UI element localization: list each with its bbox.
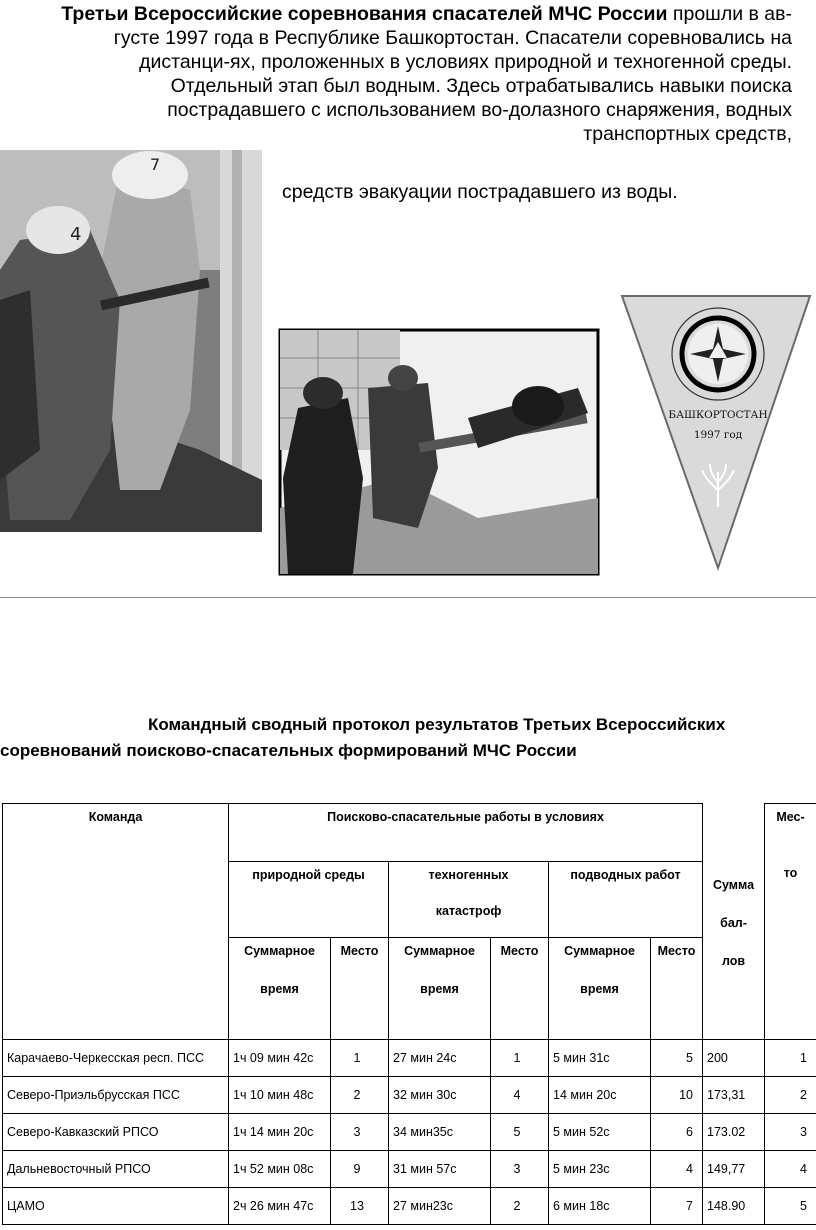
header-time-3 [549,938,651,1040]
header-time-2-a: Суммарное [404,944,475,958]
helmet-number-1: 4 [70,224,82,245]
cell-team: Северо-Кавказский РПСО [3,1114,229,1151]
header-search-work: Поисково-спасательные работы в условиях [229,804,703,862]
cell-p1: 9 [331,1151,389,1188]
header-time-3-b: время [580,982,619,996]
results-rows [3,1040,816,1225]
header-water: подводных работ [549,862,703,938]
header-sum [703,804,765,1040]
cell-t3: 5 мин 31с [549,1040,651,1077]
cell-p3: 10 [651,1077,703,1114]
cell-p3: 6 [651,1114,703,1151]
cell-p1: 3 [331,1114,389,1151]
table-row [3,1188,816,1225]
header-techno-a: техногенных [428,868,509,882]
cell-place: 5 [765,1188,816,1225]
intro-paragraph [20,2,792,146]
intro-line-7: средств эвакуации пострадавшего из воды. [282,181,678,203]
cell-team: Карачаево-Черкесская респ. ПСС [3,1040,229,1077]
cell-p2: 3 [491,1151,549,1188]
photo-rescuers-helmets [0,150,262,532]
cell-t3: 5 мин 52с [549,1114,651,1151]
cell-sum: 149,77 [703,1151,765,1188]
intro-line-5: пострадавшего с использованием во-долазного снаряжения, водных [167,99,792,121]
header-nature: природной среды [229,862,389,938]
cell-p1: 1 [331,1040,389,1077]
header-time-1-a: Суммарное [244,944,315,958]
header-time-2 [389,938,491,1040]
table-caption [0,712,816,764]
cell-sum: 173,31 [703,1077,765,1114]
intro-line-3: дистанци-ях, проложенных в условиях природной и техногенной среды. [139,51,792,73]
header-place-b: то [783,866,798,880]
cell-p2: 2 [491,1188,549,1225]
header-techno [389,862,549,938]
cell-t3: 14 мин 20с [549,1077,651,1114]
pennant-year: 1997 год [693,429,743,441]
header-sum-a: Сумма [712,877,755,892]
cell-t1: 1ч 14 мин 20с [229,1114,331,1151]
cell-t2: 27 мин 24с [389,1040,491,1077]
header-place-3: Место [651,938,703,1040]
cell-t2: 31 мин 57с [389,1151,491,1188]
cell-place: 3 [765,1114,816,1151]
header-sum-c: лов [721,953,746,968]
cell-place: 4 [765,1151,816,1188]
header-place-total [765,804,816,1040]
cell-team: ЦАМО [3,1188,229,1225]
cell-p3: 7 [651,1188,703,1225]
cell-sum: 200 [703,1040,765,1077]
cell-team: Дальневосточный РПСО [3,1151,229,1188]
intro-line-6: транспортных средств, [583,123,792,145]
cell-t1: 1ч 52 мин 08с [229,1151,331,1188]
cell-p2: 5 [491,1114,549,1151]
cell-p2: 4 [491,1077,549,1114]
header-sum-b: бал- [720,915,747,930]
header-time-1 [229,938,331,1040]
table-row [3,1040,816,1077]
cell-p3: 4 [651,1151,703,1188]
cell-t1: 1ч 09 мин 42с [229,1040,331,1077]
header-techno-b: катастроф [435,904,502,918]
header-time-1-b: время [260,982,299,996]
cell-p2: 1 [491,1040,549,1077]
intro-line-4: Отдельный этап был водным. Здесь отрабатывались навыки поиска [170,75,792,97]
header-place-2: Место [491,938,549,1040]
table-row [3,1114,816,1151]
results-table [2,803,816,1225]
header-place-1: Место [331,938,389,1040]
cell-sum: 148.90 [703,1188,765,1225]
pennant-region: БАШКОРТОСТАН [668,409,768,421]
cell-place: 1 [765,1040,816,1077]
cell-place: 2 [765,1077,816,1114]
cell-p1: 2 [331,1077,389,1114]
cell-t2: 32 мин 30с [389,1077,491,1114]
caption-line-2: соревнований поисково-спасательных формирований МЧС России [0,741,577,760]
cell-sum: 173.02 [703,1114,765,1151]
cell-p1: 13 [331,1188,389,1225]
header-place-a: Мес- [776,810,805,824]
pennant-emblem [618,292,814,572]
header-time-3-a: Суммарное [564,944,635,958]
cell-t3: 6 мин 18с [549,1188,651,1225]
caption-line-1: Командный сводный протокол результатов Третьих Всероссийских [148,715,726,734]
helmet-number-2: 7 [150,155,161,174]
cell-t1: 2ч 26 мин 47с [229,1188,331,1225]
cell-t1: 1ч 10 мин 48с [229,1077,331,1114]
cell-team: Северо-Приэльбрусская ПСС [3,1077,229,1114]
cell-t2: 34 мин35с [389,1114,491,1151]
header-team: Команда [3,804,229,1040]
header-time-2-b: время [420,982,459,996]
table-row [3,1077,816,1114]
intro-bold-lead: Третьи Всероссийские соревнования спасателей МЧС России [61,3,668,25]
cell-t2: 27 мин23с [389,1188,491,1225]
cell-p3: 5 [651,1040,703,1077]
photo-stretcher-evacuation [278,328,600,576]
section-divider [0,597,816,598]
intro-line-1-rest: прошли в ав- [667,3,792,25]
table-row [3,1151,816,1188]
cell-t3: 5 мин 23с [549,1151,651,1188]
intro-line-2: густе 1997 года в Республике Башкортостан. Спасатели соревновались на [113,27,792,49]
